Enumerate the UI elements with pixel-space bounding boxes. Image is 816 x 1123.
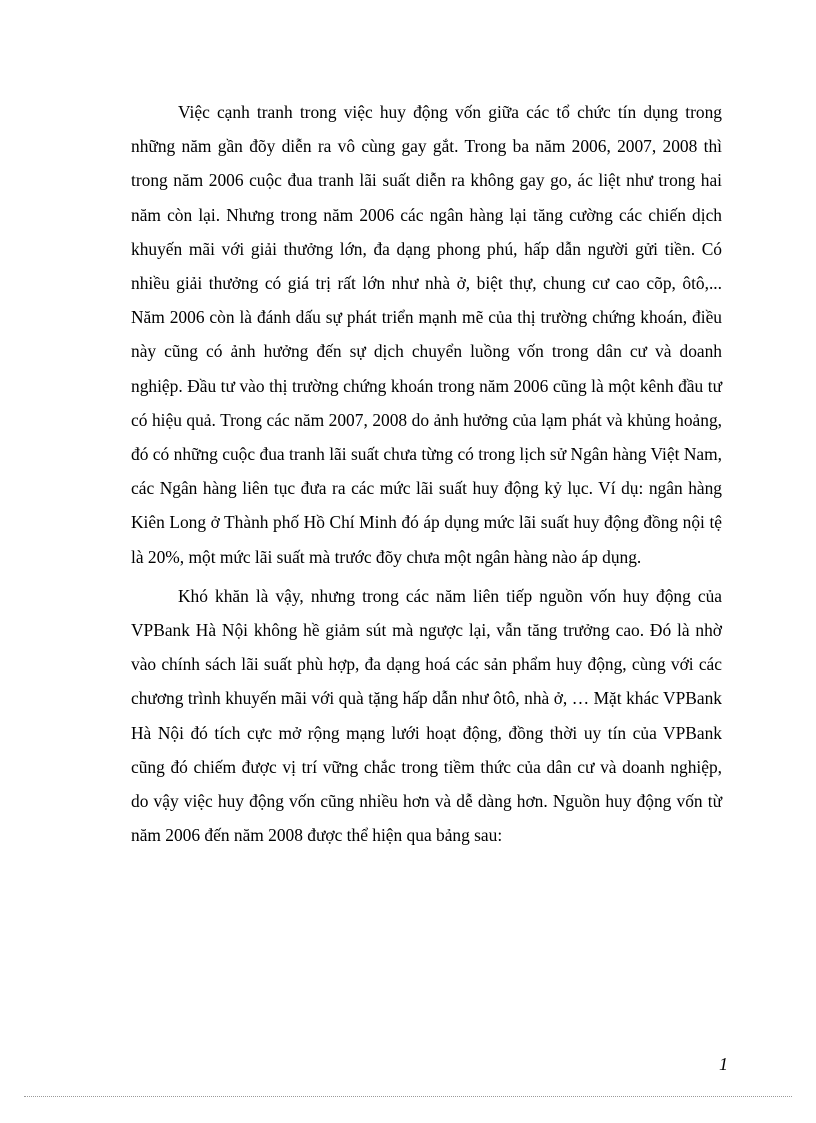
paragraph-competition: Việc cạnh tranh trong việc huy động vốn giữa các tổ chức tín dụng trong những năm gần đõy diễn ra vô cùng gay gắt. Trong ba năm 2006, 2007, 2008 thì trong năm 2006 cuộc đua tranh lãi suất diễn ra không gay go, ác liệt như trong hai năm còn lại. Nhưng trong năm 2006 các ngân hàng lại tăng cường các chiến dịch khuyến mãi với giải thưởng lớn, đa dạng phong phú, hấp dẫn người gửi tiền. Có nhiều giải thưởng có giá trị rất lớn như nhà ở, biệt thự, chung cư cao cõp, ôtô,... Năm 2006 còn là đánh dấu sự phát triển mạnh mẽ của thị trường chứng khoán, điều này cũng có ảnh hưởng đến sự dịch chuyển luồng vốn trong dân cư và doanh nghiệp. Đầu tư vào thị trường chứng khoán trong năm 2006 cũng là một kênh đầu tư có hiệu quả. Trong các năm 2007, 2008 do ảnh hưởng của lạm phát và khủng hoảng, đó có những cuộc đua tranh lãi suất chưa từng có trong lịch sử Ngân hàng Việt Nam, các Ngân hàng liên tục đưa ra các mức lãi suất huy động kỷ lục. Ví dụ: ngân hàng Kiên Long ở Thành phố Hồ Chí Minh đó áp dụng mức lãi suất huy động đồng nội tệ là 20%, một mức lãi suất mà trước đõy chưa một ngân hàng nào áp dụng. [131,102,722,567]
page-footer-divider [24,1096,792,1097]
document-body [131,95,722,852]
page-number: 1 [719,1054,728,1074]
paragraph-vpbank-growth: Khó khăn là vậy, nhưng trong các năm liên tiếp nguồn vốn huy động của VPBank Hà Nội không hề giảm sút mà ngược lại, vẫn tăng trưởng cao. Đó là nhờ vào chính sách lãi suất phù hợp, đa dạng hoá các sản phẩm huy động, cùng với các chương trình khuyến mãi với quà tặng hấp dẫn như ôtô, nhà ở, … Mặt khác VPBank Hà Nội đó tích cực mở rộng mạng lưới hoạt động, đồng thời uy tín của VPBank cũng đó chiếm được vị trí vững chắc trong tiềm thức của dân cư và doanh nghiệp, do vậy việc huy động vốn cũng nhiều hơn và dễ dàng hơn. Nguồn huy động vốn từ năm 2006 đến năm 2008 được thể hiện qua bảng sau: [131,585,722,846]
